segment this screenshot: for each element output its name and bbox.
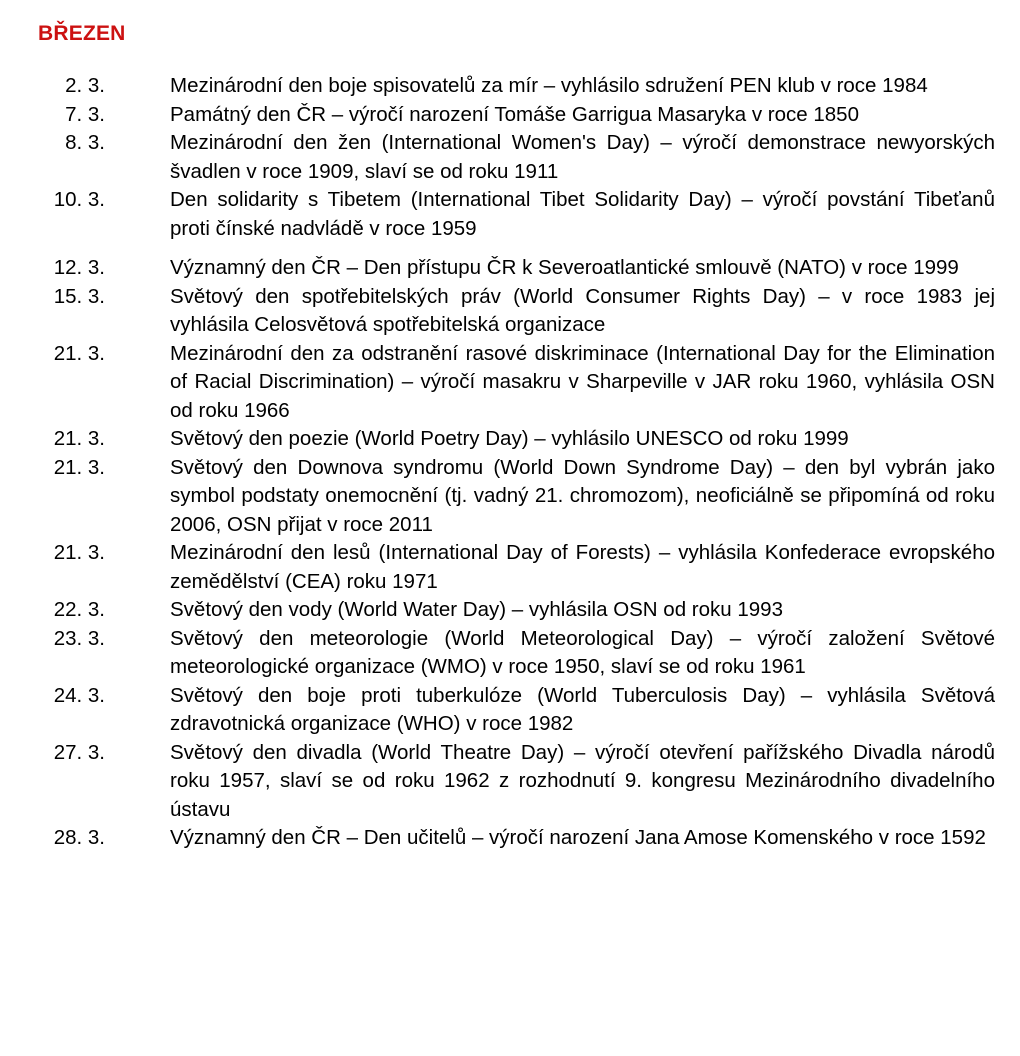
observance-entry bbox=[0, 539, 1020, 596]
entry-description: Významný den ČR – Den učitelů – výročí narození Jana Amose Komenského v roce 1592 bbox=[170, 826, 986, 849]
observance-list bbox=[0, 72, 1020, 853]
observance-entry bbox=[0, 283, 1020, 340]
entry-date: 21. 3. bbox=[53, 427, 105, 450]
entry-date: 2. 3. bbox=[65, 74, 105, 97]
observance-entry bbox=[0, 625, 1020, 682]
entry-date: 8. 3. bbox=[65, 131, 105, 154]
entry-description: Mezinárodní den lesů (International Day of Forests) – vyhlásila Konfederace evropského zemědělství (CEA) roku 1971 bbox=[170, 541, 995, 593]
entry-description: Světový den vody (World Water Day) – vyhlásila OSN od roku 1993 bbox=[170, 598, 783, 621]
observance-entry bbox=[0, 425, 1020, 454]
entry-date: 22. 3. bbox=[53, 598, 105, 621]
observance-entry bbox=[0, 824, 1020, 853]
observance-entry bbox=[0, 682, 1020, 739]
entry-description: Světový den spotřebitelských práv (World Consumer Rights Day) – v roce 1983 jej vyhlásila Celosvětová spotřebitelská organizace bbox=[170, 284, 995, 336]
observance-entry bbox=[0, 596, 1020, 625]
observance-entry bbox=[0, 340, 1020, 426]
observance-entry bbox=[0, 72, 1020, 101]
entry-description: Mezinárodní den boje spisovatelů za mír – vyhlásilo sdružení PEN klub v roce 1984 bbox=[170, 74, 928, 97]
entry-date: 10. 3. bbox=[53, 188, 105, 211]
observance-entry bbox=[0, 254, 1020, 283]
entry-date: 21. 3. bbox=[53, 455, 105, 479]
entry-description: Světový den boje proti tuberkulóze (World Tuberculosis Day) – vyhlásila Světová zdravotnická organizace (WHO) v roce 1982 bbox=[170, 683, 995, 735]
observance-entry bbox=[0, 129, 1020, 186]
entry-date: 7. 3. bbox=[65, 102, 105, 126]
observance-entry bbox=[0, 101, 1020, 130]
entry-description: Světový den divadla (World Theatre Day) – výročí otevření pařížského Divadla národů roku 1957, slaví se od roku 1962 z rozhodnutí 9. kongresu Mezinárodního divadelního ústavu bbox=[170, 740, 995, 821]
entry-description: Významný den ČR – Den přístupu ČR k Severoatlantické smlouvě (NATO) v roce 1999 bbox=[170, 256, 959, 279]
entry-description: Světový den Downova syndromu (World Down Syndrome Day) – den byl vybrán jako symbol podstaty onemocnění (tj. vadný 21. chromozom), neoficiálně se připomíná od roku 2006, OSN přijat v roce 2011 bbox=[170, 455, 995, 536]
entry-description: Mezinárodní den žen (International Women's Day) – výročí demonstrace newyorských švadlen v roce 1909, slaví se od roku 1911 bbox=[170, 131, 995, 183]
entry-date: 28. 3. bbox=[53, 826, 105, 849]
entry-date: 21. 3. bbox=[53, 341, 105, 365]
observance-entry bbox=[0, 186, 1020, 243]
entry-date: 24. 3. bbox=[53, 683, 105, 707]
entry-date: 15. 3. bbox=[53, 284, 105, 308]
observance-entry bbox=[0, 739, 1020, 825]
month-heading: BŘEZEN bbox=[38, 22, 126, 46]
entry-description: Mezinárodní den za odstranění rasové diskriminace (International Day for the Elimination of Racial Discrimination) – výročí masakru v Sharpeville v JAR roku 1960, vyhlásila OSN od roku 1966 bbox=[170, 341, 995, 422]
entry-description: Světový den meteorologie (World Meteorological Day) – výročí založení Světové meteorologické organizace (WMO) v roce 1950, slaví se od roku 1961 bbox=[170, 626, 995, 678]
entry-description: Památný den ČR – výročí narození Tomáše Garrigua Masaryka v roce 1850 bbox=[170, 102, 859, 126]
entry-date: 21. 3. bbox=[53, 541, 105, 564]
entry-description: Den solidarity s Tibetem (International Tibet Solidarity Day) – výročí povstání Tibeťanů proti čínské nadvládě v roce 1959 bbox=[170, 188, 995, 240]
entry-date: 23. 3. bbox=[53, 626, 105, 650]
observance-entry bbox=[0, 454, 1020, 540]
entry-date: 27. 3. bbox=[53, 740, 105, 764]
entry-description: Světový den poezie (World Poetry Day) – vyhlásilo UNESCO od roku 1999 bbox=[170, 427, 849, 450]
entry-date: 12. 3. bbox=[53, 256, 105, 279]
